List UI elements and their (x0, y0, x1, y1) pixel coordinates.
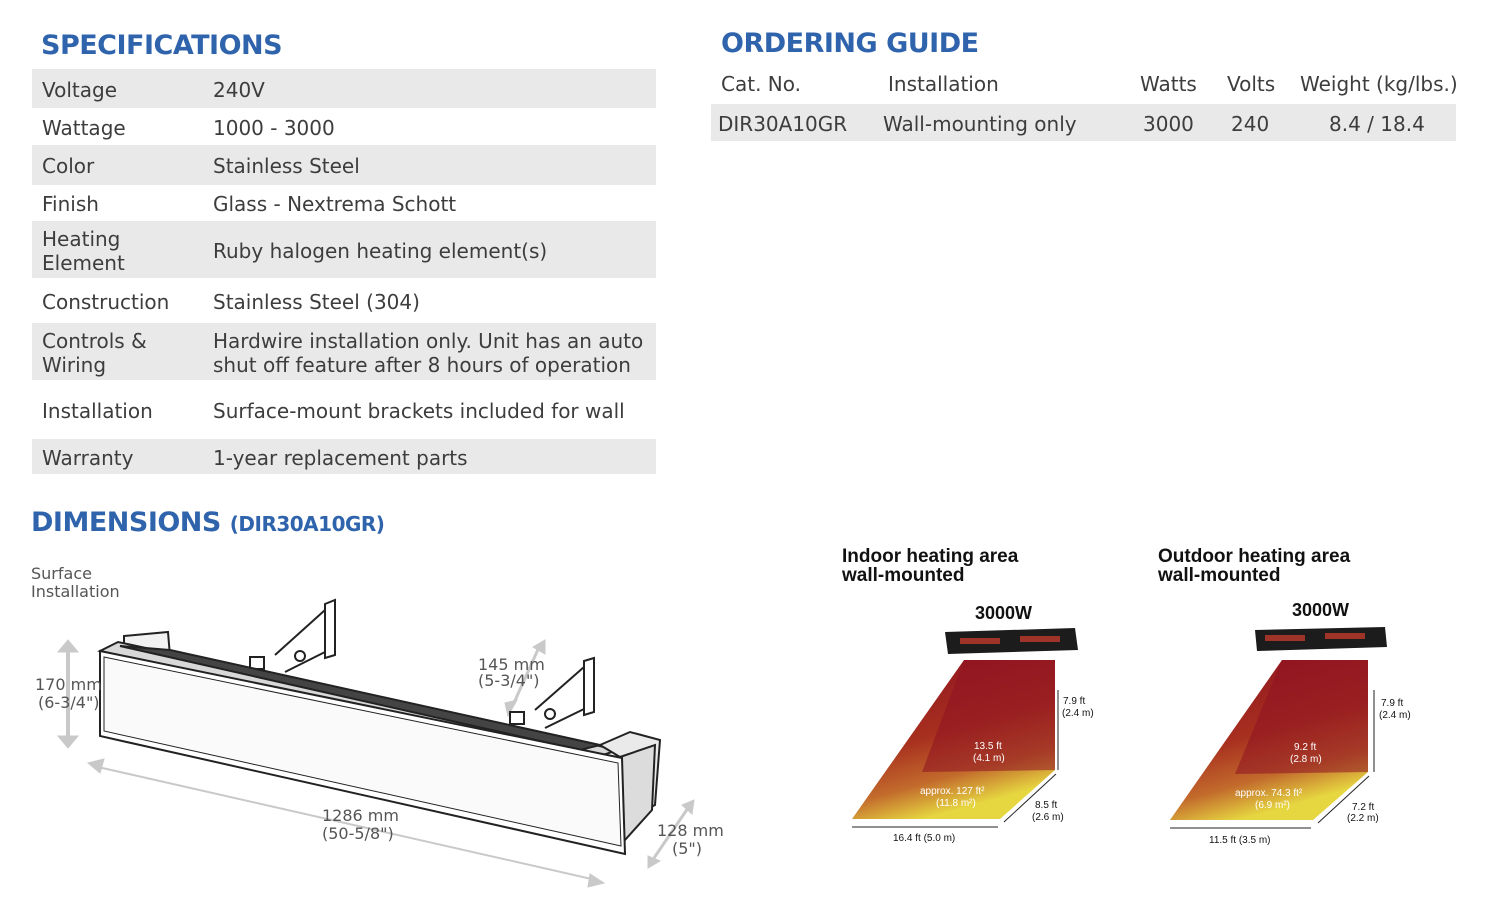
height-in: (6-3/4") (38, 693, 100, 712)
col-header-volts: Volts (1227, 72, 1276, 96)
spec-value: Stainless Steel (213, 154, 360, 178)
col-header-weight: Weight (kg/lbs.) (1300, 72, 1458, 96)
bracket-in: (5-3/4") (478, 671, 540, 690)
outdoor-distance-m: (2.8 m) (1290, 754, 1322, 765)
dimensions-title-text: DIMENSIONS (31, 507, 221, 538)
spec-label: Color (42, 154, 95, 178)
spec-row-voltage (32, 69, 656, 108)
cell-volts: 240 (1231, 112, 1270, 136)
spec-label: Construction (42, 290, 170, 314)
outdoor-power: 3000W (1292, 600, 1350, 620)
ordering-guide-title: ORDERING GUIDE (721, 28, 979, 59)
outdoor-height-ft: 7.9 ft (1381, 698, 1404, 709)
outdoor-width: 11.5 ft (3.5 m) (1209, 835, 1271, 846)
spec-label: Heating Element (42, 227, 125, 275)
spec-row-warranty (32, 439, 656, 474)
spec-value: Hardwire installation only. Unit has an auto shut off feature after 8 hours of operation (213, 329, 644, 377)
spec-label: Installation (42, 399, 153, 423)
cell-weight: 8.4 / 18.4 (1329, 112, 1425, 136)
spec-value: 240V (213, 78, 265, 102)
spec-label: Controls & Wiring (42, 329, 147, 377)
col-header-watts: Watts (1140, 72, 1197, 96)
spec-value: Surface-mount brackets included for wall (213, 399, 625, 423)
depth-mm: 128 mm (657, 821, 724, 840)
spec-value: Glass - Nextrema Schott (213, 192, 457, 216)
indoor-distance-ft: 13.5 ft (974, 741, 1002, 752)
indoor-area-m: (11.8 m²) (936, 798, 976, 809)
length-in: (50-5/8") (322, 824, 394, 843)
spec-value: Ruby halogen heating element(s) (213, 239, 548, 263)
spec-row-color (32, 145, 656, 185)
spec-label: Finish (42, 192, 99, 216)
specifications-title: SPECIFICATIONS (41, 30, 283, 61)
spec-row-wattage (32, 108, 656, 145)
indoor-power: 3000W (975, 603, 1033, 623)
table-row (711, 104, 1456, 141)
bracket-mm: 145 mm (478, 655, 545, 674)
indoor-depth-m: (2.6 m) (1032, 812, 1064, 823)
spec-row-installation (32, 380, 656, 439)
outdoor-depth-m: (2.2 m) (1347, 813, 1379, 824)
spec-value: 1000 - 3000 (213, 116, 335, 140)
installation-type-label: Surface Installation (31, 564, 120, 601)
heating-area-diagrams (840, 620, 1480, 860)
indoor-height-ft: 7.9 ft (1063, 696, 1086, 707)
outdoor-heating-title: Outdoor heating area wall-mounted (1158, 546, 1351, 586)
cell-watts: 3000 (1143, 112, 1194, 136)
outdoor-depth-ft: 7.2 ft (1352, 802, 1375, 813)
col-header-installation: Installation (888, 72, 999, 96)
indoor-height-m: (2.4 m) (1062, 708, 1094, 719)
spec-label: Voltage (42, 78, 118, 102)
col-header-cat-no: Cat. No. (721, 72, 801, 96)
outdoor-area-m: (6.9 m²) (1255, 800, 1290, 811)
spec-row-finish (32, 185, 656, 221)
spec-label: Warranty (42, 446, 134, 470)
spec-row-controls-wiring (32, 323, 656, 380)
outdoor-height-m: (2.4 m) (1379, 710, 1411, 721)
indoor-depth-ft: 8.5 ft (1035, 800, 1058, 811)
indoor-width: 16.4 ft (5.0 m) (893, 833, 956, 844)
outdoor-area-ft: approx. 74.3 ft² (1235, 788, 1303, 799)
depth-in: (5") (672, 839, 703, 858)
length-mm: 1286 mm (322, 806, 399, 825)
spec-value: Stainless Steel (304) (213, 290, 420, 314)
indoor-heating-title: Indoor heating area wall-mounted (842, 546, 1019, 586)
spec-row-construction (32, 278, 656, 323)
dimensions-title (31, 507, 384, 538)
indoor-area-ft: approx. 127 ft² (920, 786, 985, 797)
spec-value: 1-year replacement parts (213, 446, 468, 470)
spec-row-heating-element (32, 221, 656, 278)
cell-cat-no: DIR30A10GR (718, 112, 848, 136)
indoor-distance-m: (4.1 m) (973, 753, 1005, 764)
dimensions-model: (DIR30A10GR) (229, 512, 385, 536)
heater-dimension-drawing (0, 560, 703, 900)
cell-installation: Wall-mounting only (883, 112, 1077, 136)
height-mm: 170 mm (35, 675, 102, 694)
outdoor-distance-ft: 9.2 ft (1294, 742, 1317, 753)
spec-label: Wattage (42, 116, 126, 140)
